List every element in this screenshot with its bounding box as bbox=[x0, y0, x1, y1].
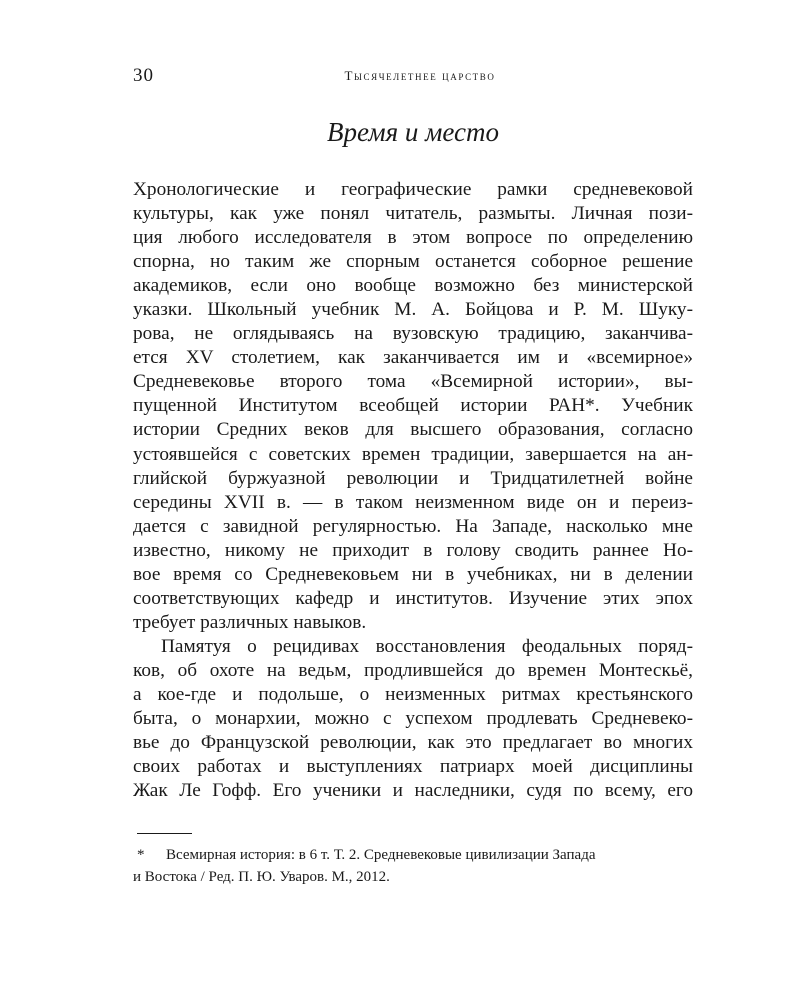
text-line: указки. Школьный учебник М. А. Бойцова и Р. М. Шуку- bbox=[133, 299, 693, 321]
text-line: ков, об охоте на ведьм, продлившейся до времен Монтескьё, bbox=[133, 659, 693, 681]
paragraph-1 bbox=[133, 178, 693, 635]
text-line: вье до Французской революции, как это предлагает во многих bbox=[133, 732, 693, 754]
footnote-divider bbox=[137, 833, 192, 834]
text-line: дается с завидной регулярностью. На Западе, насколько мне bbox=[133, 515, 693, 537]
text-line: вое время со Средневековьем ни в учебниках, ни в делении bbox=[133, 563, 693, 585]
text-line: своих работах и выступлениях патриарх моей дисциплины bbox=[133, 756, 693, 778]
text-line: Хронологические и географические рамки средневековой bbox=[133, 179, 693, 200]
footnote bbox=[133, 844, 693, 888]
text-line: академиков, если оно вообще возможно без министерской bbox=[133, 275, 693, 297]
text-line: рова, не оглядываясь на вузовскую традицию, заканчива- bbox=[133, 323, 693, 345]
text-line: Жак Ле Гофф. Его ученики и наследники, судя по всему, его bbox=[133, 780, 693, 802]
text-line: а кое-где и подольше, о неизменных ритмах крестьянского bbox=[133, 683, 693, 705]
paragraph-2 bbox=[133, 635, 693, 803]
text-line: середины XVII в. — в таком неизменном виде он и переиз- bbox=[133, 491, 693, 513]
footnote-line: и Востока / Ред. П. Ю. Уваров. М., 2012. bbox=[133, 869, 390, 885]
footnote-mark: * bbox=[137, 847, 145, 863]
text-line: устоявшейся с советских времен традиции, завершается на ан- bbox=[133, 443, 693, 465]
text-line: Средневековье второго тома «Всемирной истории», вы- bbox=[133, 371, 693, 393]
text-line: быта, о монархии, можно с успехом продлевать Средневеко- bbox=[133, 708, 693, 730]
text-line: истории Средних веков для высшего образования, согласно bbox=[133, 419, 693, 441]
body-text bbox=[133, 178, 693, 803]
running-head: Тысячелетнее царство bbox=[344, 68, 496, 83]
footnote-text bbox=[133, 844, 693, 888]
text-line: спорна, но таким же спорным останется соборное решение bbox=[133, 251, 693, 273]
text-line: культуры, как уже понял читатель, размыты. Личная пози- bbox=[133, 203, 693, 225]
footnote-line: Всемирная история: в 6 т. Т. 2. Средневековые цивилизации Запада bbox=[166, 847, 596, 863]
text-line: известно, никому не приходит в голову сводить раннее Но- bbox=[133, 539, 693, 561]
text-line: пущенной Институтом всеобщей истории РАН*. Учебник bbox=[133, 395, 693, 417]
page-number: 30 bbox=[133, 65, 154, 86]
text-line: ется XV столетием, как заканчивается им и «всемирное» bbox=[133, 347, 693, 369]
text-line: глийской буржуазной революции и Тридцатилетней войне bbox=[133, 467, 693, 489]
text-line: ция любого исследователя в этом вопросе по определению bbox=[133, 227, 693, 249]
text-line: требует различных навыков. bbox=[133, 611, 367, 633]
chapter-title: Время и место bbox=[327, 117, 499, 147]
text-line: Памятуя о рецидивах восстановления феодальных поряд- bbox=[161, 635, 693, 657]
text-line: соответствующих кафедр и институтов. Изучение этих эпох bbox=[133, 587, 693, 609]
